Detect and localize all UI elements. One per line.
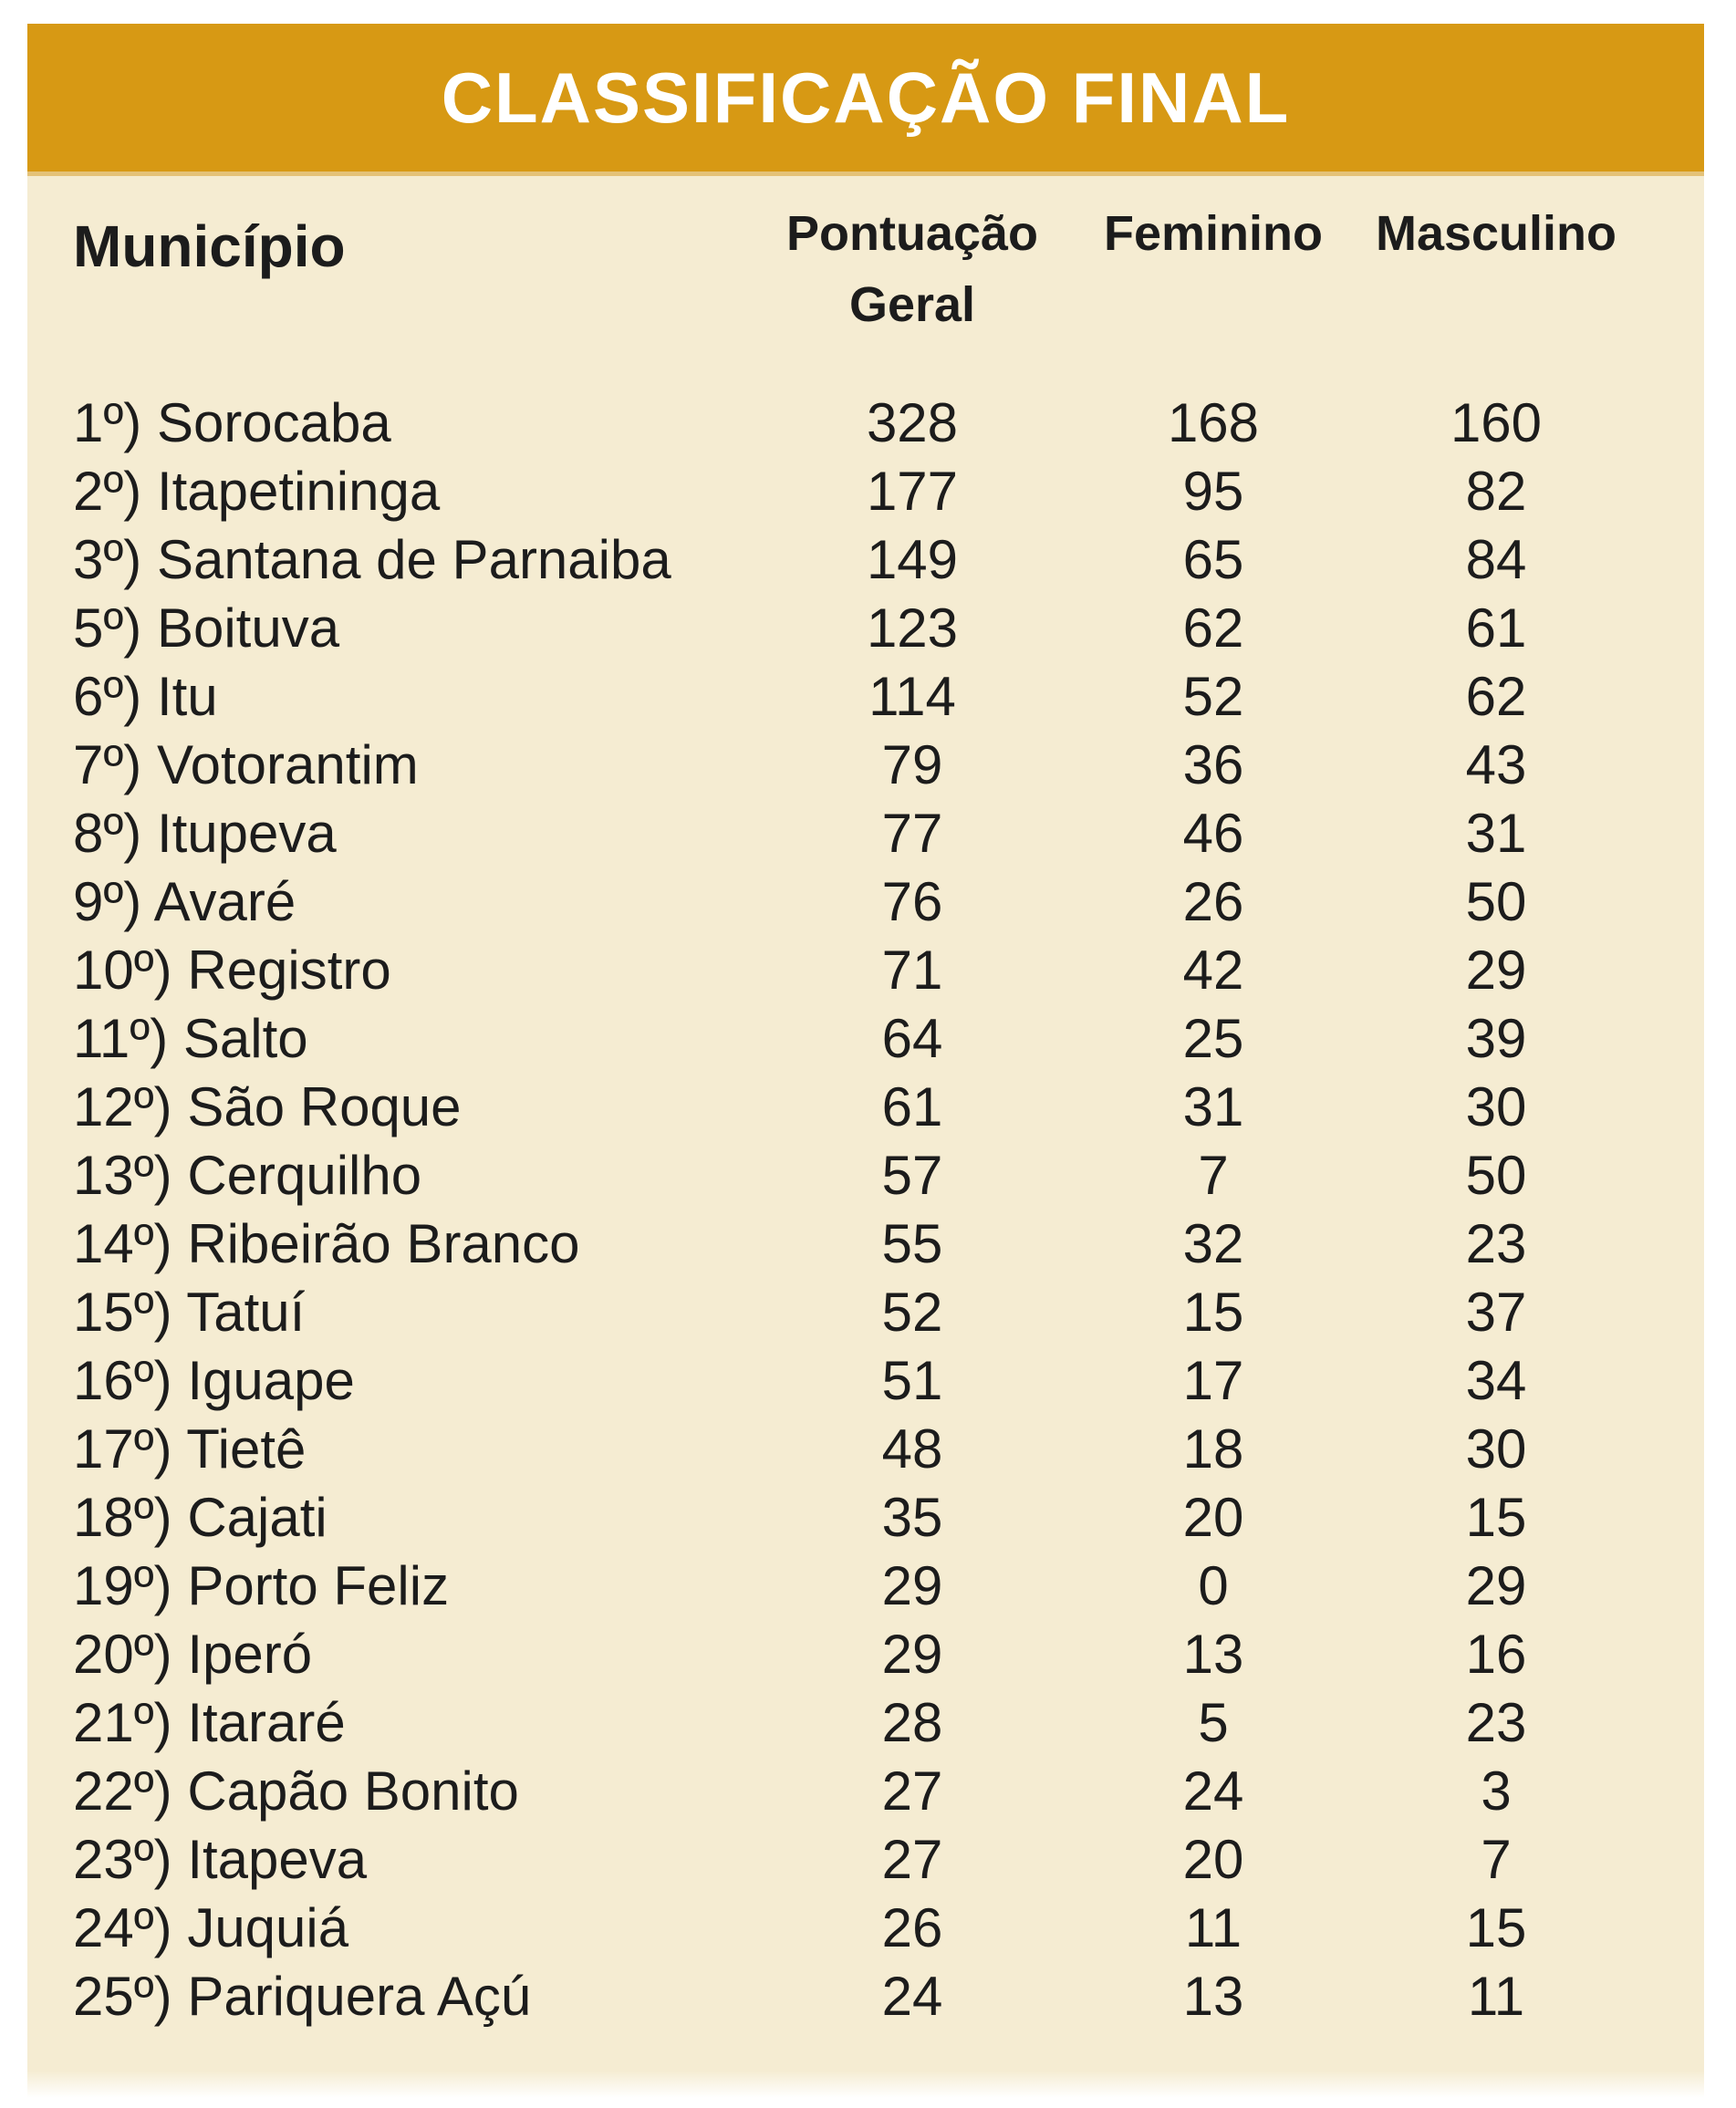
table-row	[73, 1552, 1669, 1620]
row-municipality: Juquiá	[187, 1896, 349, 1958]
table-row	[73, 799, 1669, 867]
row-feminino: 25	[1182, 1007, 1244, 1069]
row-masculino: 82	[1465, 460, 1527, 522]
row-pontuacao-geral: 24	[881, 1965, 943, 2027]
row-municipality-cell	[73, 731, 766, 799]
row-feminino: 62	[1182, 597, 1244, 659]
row-feminino: 31	[1182, 1075, 1244, 1137]
row-pontuacao-geral: 26	[881, 1896, 943, 1958]
row-municipality-cell	[73, 1483, 766, 1552]
row-municipality: Ribeirão Branco	[187, 1212, 580, 1274]
row-rank: 3º)	[73, 528, 142, 590]
row-municipality: Cajati	[187, 1486, 327, 1548]
row-masculino: 3	[1481, 1760, 1512, 1822]
row-municipality-cell	[73, 1757, 766, 1825]
table-row	[73, 457, 1669, 525]
row-feminino: 46	[1182, 802, 1244, 864]
table-row	[73, 1210, 1669, 1278]
row-municipality-cell	[73, 525, 766, 594]
row-masculino: 30	[1465, 1417, 1527, 1480]
row-municipality: Iperó	[187, 1623, 313, 1685]
row-municipality-cell	[73, 389, 766, 457]
row-municipality-cell	[73, 1210, 766, 1278]
table-row	[73, 1346, 1669, 1415]
row-feminino: 168	[1167, 391, 1260, 453]
column-header-municipio: Município	[73, 213, 346, 279]
row-pontuacao-geral: 328	[866, 391, 959, 453]
row-masculino: 15	[1465, 1896, 1527, 1958]
row-masculino: 23	[1465, 1691, 1527, 1753]
row-municipality: Itararé	[187, 1691, 346, 1753]
row-rank: 8º)	[73, 802, 142, 864]
page-title: CLASSIFICAÇÃO FINAL	[441, 57, 1291, 138]
table-row	[73, 1073, 1669, 1141]
row-masculino: 16	[1465, 1623, 1527, 1685]
row-municipality: São Roque	[187, 1075, 462, 1137]
row-municipality-cell	[73, 1688, 766, 1757]
row-pontuacao-geral: 48	[881, 1417, 943, 1480]
row-municipality: Itapetininga	[156, 460, 441, 522]
row-masculino: 84	[1465, 528, 1527, 590]
table-row	[73, 1141, 1669, 1210]
row-pontuacao-geral: 64	[881, 1007, 943, 1069]
table-row	[73, 1415, 1669, 1483]
row-pontuacao-geral: 71	[881, 939, 943, 1001]
row-feminino: 13	[1182, 1965, 1244, 2027]
row-municipality-cell	[73, 1346, 766, 1415]
row-pontuacao-geral: 79	[881, 733, 943, 795]
row-pontuacao-geral: 177	[866, 460, 959, 522]
row-municipality-cell	[73, 1825, 766, 1894]
row-pontuacao-geral: 28	[881, 1691, 943, 1753]
row-masculino: 23	[1465, 1212, 1527, 1274]
row-municipality-cell	[73, 867, 766, 936]
classification-panel	[27, 24, 1704, 2098]
table-row	[73, 731, 1669, 799]
row-feminino: 11	[1184, 1896, 1242, 1958]
row-rank: 21º)	[73, 1691, 172, 1753]
row-municipality: Santana de Parnaiba	[156, 528, 671, 590]
row-municipality: Sorocaba	[156, 391, 391, 453]
row-municipality-cell	[73, 1962, 766, 2030]
row-municipality-cell	[73, 936, 766, 1004]
row-municipality: Iguape	[187, 1349, 355, 1411]
row-pontuacao-geral: 51	[881, 1349, 943, 1411]
row-pontuacao-geral: 149	[866, 528, 959, 590]
table-row	[73, 936, 1669, 1004]
column-header-masculino: Masculino	[1375, 206, 1617, 261]
row-pontuacao-geral: 114	[868, 665, 956, 727]
row-masculino: 11	[1467, 1965, 1525, 2027]
table-header-row	[73, 198, 1669, 341]
row-rank: 20º)	[73, 1623, 172, 1685]
row-rank: 1º)	[73, 391, 142, 453]
row-pontuacao-geral: 35	[881, 1486, 943, 1548]
row-masculino: 29	[1465, 1554, 1527, 1616]
row-masculino: 160	[1450, 391, 1543, 453]
table-row	[73, 525, 1669, 594]
row-feminino: 13	[1182, 1623, 1244, 1685]
row-municipality: Boituva	[156, 597, 340, 659]
row-municipality: Itapeva	[187, 1828, 368, 1890]
row-municipality-cell	[73, 1620, 766, 1688]
row-masculino: 31	[1465, 802, 1527, 864]
row-municipality: Tatuí	[186, 1281, 306, 1343]
row-municipality-cell	[73, 1894, 766, 1962]
row-rank: 11º)	[73, 1007, 169, 1069]
row-feminino: 17	[1182, 1349, 1244, 1411]
row-feminino: 5	[1198, 1691, 1229, 1753]
row-pontuacao-geral: 76	[881, 870, 943, 932]
row-rank: 24º)	[73, 1896, 172, 1958]
row-municipality: Capão Bonito	[187, 1760, 519, 1822]
bottom-fade	[27, 2071, 1704, 2098]
row-municipality: Itu	[156, 665, 218, 727]
row-pontuacao-geral: 52	[881, 1281, 943, 1343]
row-feminino: 95	[1182, 460, 1244, 522]
table-row	[73, 389, 1669, 457]
row-municipality-cell	[73, 1141, 766, 1210]
row-rank: 25º)	[73, 1965, 172, 2027]
column-header-pontuacao-geral: Pontuação Geral	[785, 206, 1039, 333]
row-masculino: 29	[1465, 939, 1527, 1001]
row-feminino: 20	[1182, 1828, 1244, 1890]
row-pontuacao-geral: 29	[881, 1554, 943, 1616]
row-rank: 5º)	[73, 597, 142, 659]
row-feminino: 52	[1182, 665, 1244, 727]
row-pontuacao-geral: 77	[881, 802, 943, 864]
row-municipality-cell	[73, 662, 766, 731]
row-feminino: 32	[1182, 1212, 1244, 1274]
row-pontuacao-geral: 57	[881, 1144, 943, 1206]
row-municipality-cell	[73, 1004, 766, 1073]
row-rank: 14º)	[73, 1212, 172, 1274]
row-municipality-cell	[73, 1552, 766, 1620]
row-masculino: 43	[1465, 733, 1527, 795]
row-municipality: Avaré	[153, 870, 296, 932]
table-row	[73, 867, 1669, 936]
table-row	[73, 1757, 1669, 1825]
row-masculino: 39	[1465, 1007, 1527, 1069]
row-pontuacao-geral: 61	[881, 1075, 943, 1137]
row-rank: 17º)	[73, 1417, 172, 1480]
table-area	[27, 176, 1704, 2071]
row-feminino: 0	[1198, 1554, 1229, 1616]
row-pontuacao-geral: 27	[881, 1828, 943, 1890]
row-rank: 10º)	[73, 939, 172, 1001]
row-municipality: Registro	[187, 939, 391, 1001]
table-row	[73, 662, 1669, 731]
table-row	[73, 1004, 1669, 1073]
table-row	[73, 1962, 1669, 2030]
row-municipality: Cerquilho	[187, 1144, 422, 1206]
row-feminino: 26	[1182, 870, 1244, 932]
column-header-feminino: Feminino	[1104, 206, 1323, 261]
table-row	[73, 1894, 1669, 1962]
row-municipality-cell	[73, 457, 766, 525]
row-rank: 2º)	[73, 460, 142, 522]
table-row	[73, 1688, 1669, 1757]
row-rank: 23º)	[73, 1828, 172, 1890]
row-municipality: Itupeva	[156, 802, 337, 864]
row-municipality: Votorantim	[156, 733, 419, 795]
row-rank: 22º)	[73, 1760, 172, 1822]
row-feminino: 42	[1182, 939, 1244, 1001]
row-pontuacao-geral: 27	[881, 1760, 943, 1822]
row-masculino: 50	[1465, 870, 1527, 932]
row-feminino: 15	[1182, 1281, 1244, 1343]
row-feminino: 7	[1198, 1144, 1229, 1206]
row-pontuacao-geral: 55	[881, 1212, 943, 1274]
table-row	[73, 594, 1669, 662]
row-feminino: 36	[1182, 733, 1244, 795]
title-bar	[27, 24, 1704, 176]
row-pontuacao-geral: 29	[881, 1623, 943, 1685]
row-municipality: Salto	[182, 1007, 308, 1069]
row-rank: 15º)	[73, 1281, 172, 1343]
row-rank: 19º)	[73, 1554, 172, 1616]
row-rank: 13º)	[73, 1144, 172, 1206]
row-masculino: 15	[1465, 1486, 1527, 1548]
row-rank: 18º)	[73, 1486, 172, 1548]
row-municipality: Porto Feliz	[187, 1554, 450, 1616]
row-rank: 6º)	[73, 665, 142, 727]
row-rank: 12º)	[73, 1075, 172, 1137]
row-municipality: Pariquera Açú	[187, 1965, 532, 2027]
row-municipality: Tietê	[186, 1417, 307, 1480]
row-municipality-cell	[73, 1415, 766, 1483]
table-row	[73, 1620, 1669, 1688]
table-row	[73, 1825, 1669, 1894]
row-feminino: 20	[1182, 1486, 1244, 1548]
row-pontuacao-geral: 123	[866, 597, 959, 659]
row-masculino: 30	[1465, 1075, 1527, 1137]
row-masculino: 50	[1465, 1144, 1527, 1206]
row-masculino: 34	[1465, 1349, 1527, 1411]
row-masculino: 62	[1465, 665, 1527, 727]
row-municipality-cell	[73, 799, 766, 867]
row-rank: 16º)	[73, 1349, 172, 1411]
table-row	[73, 1483, 1669, 1552]
table-body	[73, 389, 1669, 2030]
row-masculino: 61	[1465, 597, 1527, 659]
row-masculino: 7	[1481, 1828, 1512, 1890]
row-rank: 9º)	[73, 870, 142, 932]
table-row	[73, 1278, 1669, 1346]
row-rank: 7º)	[73, 733, 142, 795]
row-feminino: 24	[1182, 1760, 1244, 1822]
row-municipality-cell	[73, 1073, 766, 1141]
row-municipality-cell	[73, 594, 766, 662]
row-feminino: 18	[1182, 1417, 1244, 1480]
row-feminino: 65	[1182, 528, 1244, 590]
row-municipality-cell	[73, 1278, 766, 1346]
row-masculino: 37	[1465, 1281, 1527, 1343]
